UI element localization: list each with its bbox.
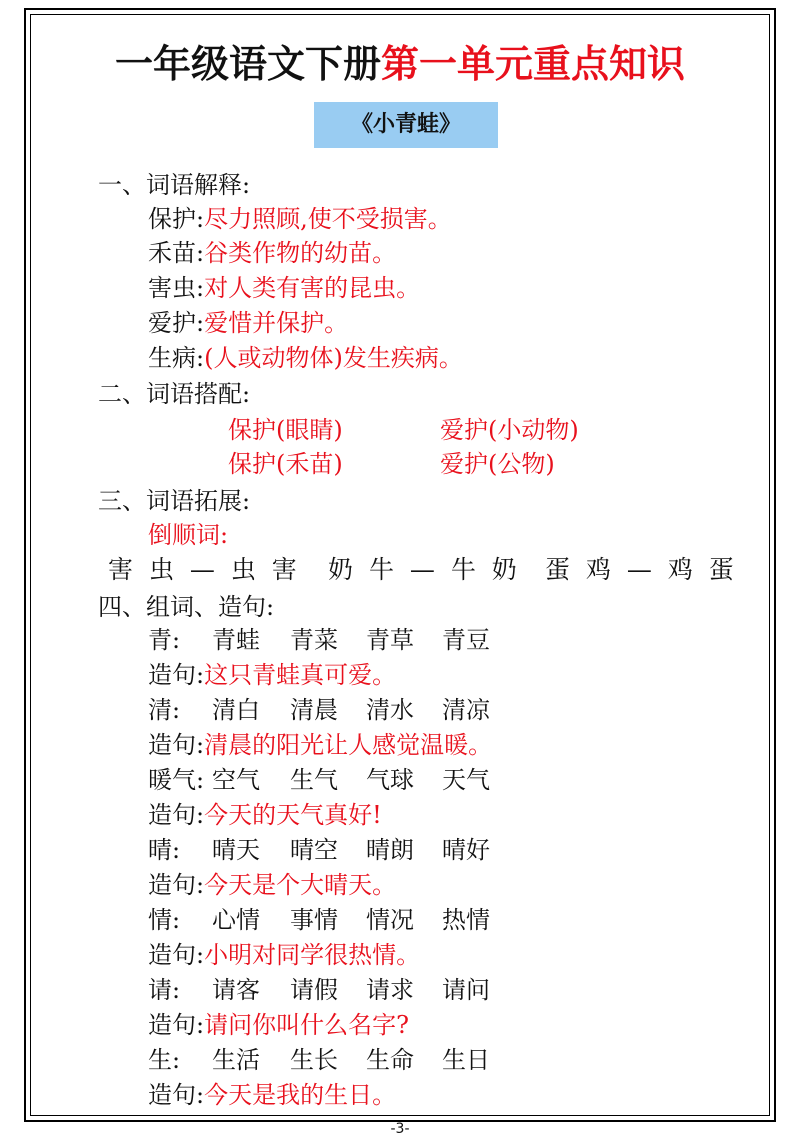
collocation-item: 保护(眼睛) — [228, 416, 343, 444]
definition-row — [148, 305, 348, 341]
compound-word: 清凉 — [442, 696, 490, 724]
collocation-item: 爱护(小动物) — [440, 416, 579, 444]
compound-word: 热情 — [442, 906, 490, 934]
sentence-label: 造句: — [148, 801, 205, 829]
sentence-row — [148, 867, 396, 903]
compound-word: 请问 — [442, 976, 490, 1004]
definition-row — [148, 270, 420, 306]
compound-word: 青豆 — [442, 626, 490, 654]
definition-term: 爱护: — [148, 309, 205, 337]
compound-word: 生日 — [442, 1046, 490, 1074]
example-sentence: 今天是我的生日。 — [204, 1081, 397, 1109]
title-black-part: 一年级语文下册 — [114, 42, 381, 86]
definition-text: 对人类有害的昆虫。 — [204, 274, 421, 302]
sentence-label: 造句: — [148, 731, 205, 759]
compound-word: 心情 — [212, 906, 260, 934]
page-number: -3- — [390, 1121, 410, 1137]
definition-row — [148, 235, 396, 271]
example-sentence: 这只青蛙真可爱。 — [204, 661, 397, 689]
compound-word: 请假 — [290, 976, 338, 1004]
lesson-title: 《小青蛙》 — [350, 112, 461, 137]
target-character: 晴: — [148, 836, 181, 864]
compound-word: 青菜 — [290, 626, 338, 654]
compound-word: 请求 — [366, 976, 414, 1004]
compound-word: 生长 — [290, 1046, 338, 1074]
reversible-word-pair: 奶 牛 — 牛 奶 — [328, 555, 521, 584]
sentence-label: 造句: — [148, 1081, 205, 1109]
compound-word: 清白 — [212, 696, 260, 724]
definition-term: 生病: — [148, 344, 205, 372]
compound-word: 青草 — [366, 626, 414, 654]
collocation-item: 爱护(公物) — [440, 450, 555, 478]
target-character: 请: — [148, 976, 181, 1004]
target-character: 情: — [148, 906, 181, 934]
target-character: 暖气: — [148, 766, 205, 794]
title-red-part: 第一单元重点知识 — [381, 42, 686, 86]
collocation-item: 保护(禾苗) — [228, 450, 343, 478]
compound-word: 请客 — [212, 976, 260, 1004]
section-heading-words-sentences: 四、组词、造句: — [98, 593, 275, 621]
compound-word: 晴朗 — [366, 836, 414, 864]
compound-word: 天气 — [442, 766, 490, 794]
sentence-row — [148, 937, 420, 973]
sentence-label: 造句: — [148, 1011, 205, 1039]
example-sentence: 今天是个大晴天。 — [204, 871, 397, 899]
sentence-row — [148, 797, 382, 833]
compound-word: 生活 — [212, 1046, 260, 1074]
definition-text: (人或动物体)发生疾病。 — [204, 344, 463, 372]
reversible-word-pair: 蛋 鸡 — 鸡 蛋 — [545, 555, 738, 584]
definition-text: 爱惜并保护。 — [204, 309, 349, 337]
sentence-label: 造句: — [148, 661, 205, 689]
compound-word: 清水 — [366, 696, 414, 724]
reversible-word-pair: 害 虫 — 虫 害 — [108, 555, 301, 584]
compound-word: 生命 — [366, 1046, 414, 1074]
definition-row — [148, 201, 452, 237]
compound-word: 晴好 — [442, 836, 490, 864]
target-character: 生: — [148, 1046, 181, 1074]
page-title — [0, 38, 800, 90]
definition-text: 尽力照顾,使不受损害。 — [204, 205, 452, 233]
section-heading-collocation: 二、词语搭配: — [98, 380, 251, 408]
example-sentence: 请问你叫什么名字? — [204, 1011, 409, 1039]
reversible-words-label: 倒顺词: — [148, 521, 229, 549]
definition-term: 保护: — [148, 205, 205, 233]
sentence-label: 造句: — [148, 871, 205, 899]
sentence-row — [148, 657, 396, 693]
compound-word: 情况 — [366, 906, 414, 934]
section-heading-vocabulary: 一、词语解释: — [98, 171, 251, 199]
target-character: 青: — [148, 626, 181, 654]
compound-word: 晴天 — [212, 836, 260, 864]
example-sentence: 今天的天气真好! — [204, 801, 382, 829]
target-character: 清: — [148, 696, 181, 724]
compound-word: 生气 — [290, 766, 338, 794]
example-sentence: 清晨的阳光让人感觉温暖。 — [204, 731, 493, 759]
lesson-title-box — [314, 102, 498, 148]
example-sentence: 小明对同学很热情。 — [204, 941, 421, 969]
compound-word: 青蛙 — [212, 626, 260, 654]
definition-term: 害虫: — [148, 274, 205, 302]
sentence-row — [148, 727, 492, 763]
compound-word: 清晨 — [290, 696, 338, 724]
definition-text: 谷类作物的幼苗。 — [204, 239, 397, 267]
sentence-label: 造句: — [148, 941, 205, 969]
definition-term: 禾苗: — [148, 239, 205, 267]
sentence-row — [148, 1077, 396, 1113]
section-heading-extension: 三、词语拓展: — [98, 487, 251, 515]
definition-row — [148, 340, 463, 376]
compound-word: 气球 — [366, 766, 414, 794]
sentence-row — [148, 1007, 409, 1043]
compound-word: 空气 — [212, 766, 260, 794]
compound-word: 晴空 — [290, 836, 338, 864]
compound-word: 事情 — [290, 906, 338, 934]
